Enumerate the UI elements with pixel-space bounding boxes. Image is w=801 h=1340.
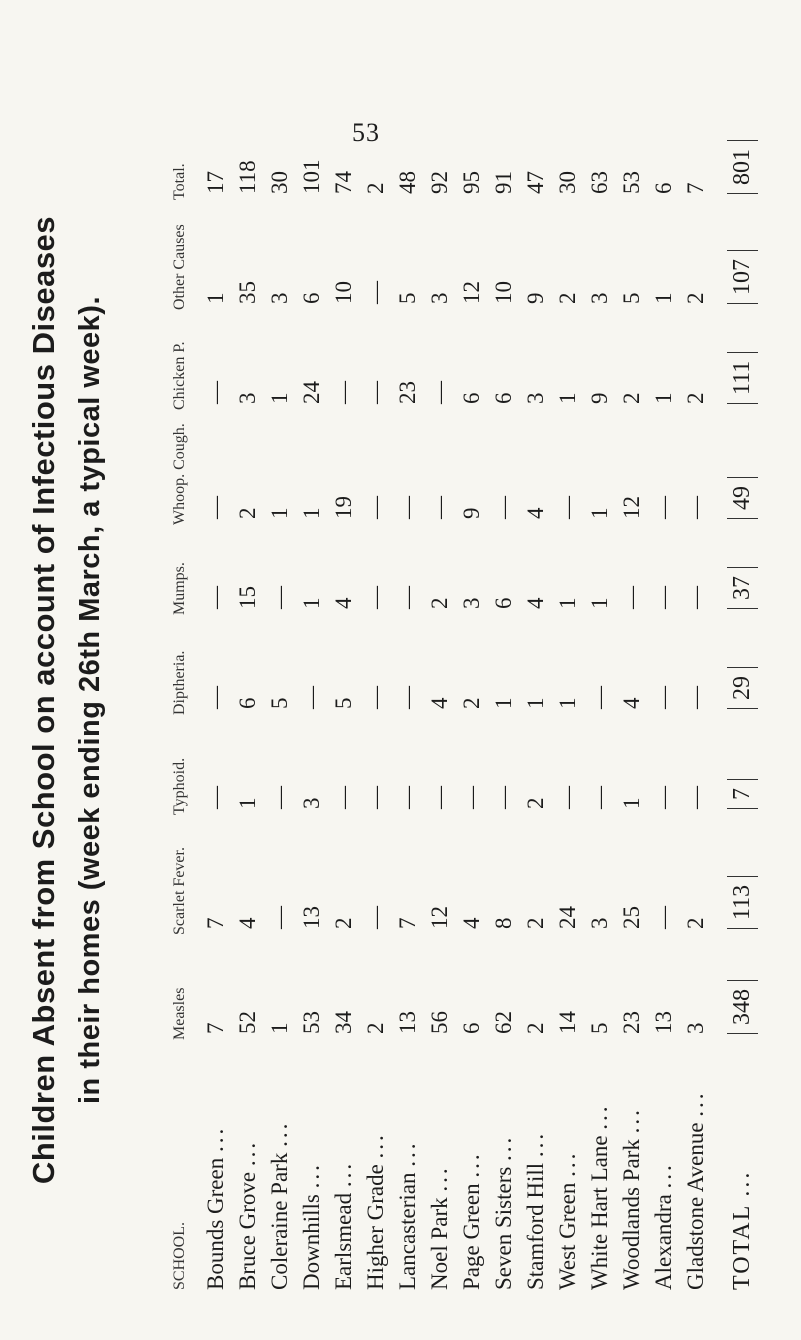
total-cell: 74 (331, 171, 356, 194)
leader-dots: ... (683, 1090, 708, 1117)
whooping-cough-cell: 4 (523, 507, 548, 519)
table-row (328, 110, 360, 1290)
whooping-cough-cell: — (395, 496, 420, 519)
scarlet-fever-cell: 8 (491, 917, 516, 929)
scarlet-fever-cell: — (651, 906, 676, 929)
title-line-2: in their homes (week ending 26th March, a typical week). (74, 296, 106, 1104)
mumps-cell: — (651, 586, 676, 609)
other-causes-cell: 10 (331, 281, 356, 304)
total-whooping-cough-cell (712, 410, 772, 525)
page-title (20, 110, 140, 1290)
total-cell: 48 (395, 171, 420, 194)
school-name: Bruce Grove (235, 1171, 260, 1290)
table-row (488, 110, 520, 1290)
measles-cell: 1 (267, 1022, 292, 1034)
total-measles-cell (712, 935, 772, 1040)
school-name-cell (616, 1040, 648, 1290)
total-label-cell (712, 1040, 772, 1290)
other-causes-cell: 9 (523, 292, 548, 304)
scarlet-fever-cell: 4 (235, 917, 260, 929)
school-name-cell (328, 1040, 360, 1290)
total-cell: 17 (203, 171, 228, 194)
table-row (392, 110, 424, 1290)
leader-dots: ... (363, 1132, 388, 1159)
chicken-pox-cell: 6 (491, 392, 516, 404)
mumps-cell: 1 (299, 597, 324, 609)
table-row (360, 110, 392, 1290)
typhoid-cell: — (395, 786, 420, 809)
leader-dots: ... (235, 1139, 260, 1167)
leader-dots: ... (459, 1151, 484, 1178)
table-row (424, 110, 456, 1290)
mumps-cell: — (683, 586, 708, 609)
typhoid-cell: 3 (299, 797, 324, 809)
other-causes-cell: 1 (651, 292, 676, 304)
other-causes-cell: 3 (267, 292, 292, 304)
school-name: Woodlands Park (619, 1139, 644, 1290)
total-label: TOTAL (728, 1204, 755, 1290)
typhoid-cell: — (427, 786, 452, 809)
school-name-cell (392, 1040, 424, 1290)
school-name: Gladstone Avenue (683, 1122, 708, 1290)
typhoid-cell: — (459, 786, 484, 809)
mumps-cell: 4 (331, 597, 356, 609)
school-name: Noel Park (427, 1197, 452, 1290)
mumps-cell: — (267, 586, 292, 609)
chicken-pox-cell: 23 (395, 381, 420, 404)
typhoid-cell: — (651, 786, 676, 809)
scarlet-fever-cell: 2 (331, 917, 356, 929)
school-name-cell (424, 1040, 456, 1290)
typhoid-cell: — (491, 786, 516, 809)
leader-dots: ... (555, 1150, 580, 1177)
whooping-cough-cell: — (363, 496, 388, 519)
diptheria-cell: — (683, 686, 708, 709)
mumps-cell: — (203, 586, 228, 609)
school-name-cell (680, 1040, 712, 1290)
measles-cell: 13 (395, 1011, 420, 1034)
scarlet-fever-cell: 2 (523, 917, 548, 929)
total-row (712, 110, 772, 1290)
leader-dots: ... (395, 1140, 420, 1167)
whooping-cough-cell: — (683, 496, 708, 519)
scarlet-fever-cell: 13 (299, 906, 324, 929)
mumps-cell: 3 (459, 597, 484, 609)
scarlet-fever-cell: — (363, 906, 388, 929)
whooping-cough-cell: 1 (267, 507, 292, 519)
typhoid-cell: — (363, 786, 388, 809)
diptheria-cell: — (203, 686, 228, 709)
total-whooping-cough-value: 49 (727, 477, 758, 519)
whooping-cough-cell: 1 (299, 507, 324, 519)
diptheria-cell: 5 (331, 697, 356, 709)
diptheria-cell: 6 (235, 697, 260, 709)
column-header-typhoid: Typhoid. (171, 757, 188, 815)
scarlet-fever-cell: 12 (427, 906, 452, 929)
diptheria-cell: 1 (555, 697, 580, 709)
chicken-pox-cell: 24 (299, 381, 324, 404)
chicken-pox-cell: 2 (683, 392, 708, 404)
table-row (648, 110, 680, 1290)
other-causes-cell: 2 (683, 292, 708, 304)
measles-cell: 62 (491, 1011, 516, 1034)
mumps-cell: 2 (427, 597, 452, 609)
column-header-whooping-cough: Whoop. Cough. (171, 423, 188, 525)
diptheria-cell: 1 (491, 697, 516, 709)
measles-cell: 23 (619, 1011, 644, 1034)
school-name-cell (360, 1040, 392, 1290)
total-cell: 6 (651, 182, 676, 194)
school-name: Lancasterian (395, 1172, 420, 1290)
school-name: Bounds Green (203, 1157, 228, 1290)
rotated-page-content (20, 110, 760, 1290)
measles-cell: 6 (459, 1022, 484, 1034)
total-chicken-pox-cell (712, 310, 772, 410)
school-name-cell (552, 1040, 584, 1290)
total-cell: 95 (459, 171, 484, 194)
school-name-cell (648, 1040, 680, 1290)
whooping-cough-cell: — (203, 496, 228, 519)
column-header-other-causes: Other Causes (171, 224, 188, 310)
leader-dots: ... (203, 1125, 228, 1153)
scarlet-fever-cell: — (267, 906, 292, 929)
total-mumps-cell (712, 525, 772, 615)
mumps-cell: 1 (587, 597, 612, 609)
chicken-pox-cell: — (427, 381, 452, 404)
mumps-cell: 1 (555, 597, 580, 609)
school-name: Seven Sisters (491, 1166, 516, 1290)
measles-cell: 13 (651, 1011, 676, 1034)
whooping-cough-cell: — (651, 496, 676, 519)
typhoid-cell: — (683, 786, 708, 809)
mumps-cell: — (619, 586, 644, 609)
scarlet-fever-cell: 7 (203, 917, 228, 929)
other-causes-cell: 35 (235, 281, 260, 304)
measles-cell: 56 (427, 1011, 452, 1034)
scarlet-fever-cell: 3 (587, 917, 612, 929)
total-cell: 101 (299, 159, 324, 194)
mumps-cell: 6 (491, 597, 516, 609)
total-typhoid-cell (712, 715, 772, 815)
total-cell: 2 (363, 182, 388, 194)
leader-dots: ... (491, 1134, 516, 1161)
chicken-pox-cell: 1 (555, 392, 580, 404)
table-row (680, 110, 712, 1290)
diptheria-cell: — (395, 686, 420, 709)
school-name: Earlsmead (331, 1192, 356, 1290)
diptheria-cell: — (651, 686, 676, 709)
chicken-pox-cell: 3 (523, 392, 548, 404)
absence-table (160, 110, 772, 1290)
school-name: Higher Grade (363, 1164, 388, 1290)
measles-cell: 53 (299, 1011, 324, 1034)
table-row (520, 110, 552, 1290)
leader-dots: ... (728, 1169, 755, 1197)
other-causes-cell: 2 (555, 292, 580, 304)
other-causes-cell: 1 (203, 292, 228, 304)
total-diptheria-cell (712, 615, 772, 715)
total-cell: 53 (619, 171, 644, 194)
measles-cell: 5 (587, 1022, 612, 1034)
whooping-cough-cell: — (491, 496, 516, 519)
diptheria-cell: 4 (619, 697, 644, 709)
table-row (296, 110, 328, 1290)
table-row (264, 110, 296, 1290)
total-diptheria-value: 29 (727, 667, 758, 709)
typhoid-cell: 2 (523, 797, 548, 809)
grand-total-cell (712, 110, 772, 200)
measles-cell: 7 (203, 1022, 228, 1034)
whooping-cough-cell: 2 (235, 507, 260, 519)
total-cell: 91 (491, 171, 516, 194)
total-mumps-value: 37 (727, 567, 758, 609)
leader-dots: ... (523, 1130, 548, 1158)
leader-dots: ... (587, 1103, 612, 1130)
measles-cell: 3 (683, 1022, 708, 1034)
school-name-cell (200, 1040, 232, 1290)
typhoid-cell: 1 (235, 797, 260, 809)
scarlet-fever-cell: 7 (395, 917, 420, 929)
school-name-cell (232, 1040, 264, 1290)
other-causes-cell: — (363, 281, 388, 304)
other-causes-cell: 3 (427, 292, 452, 304)
school-name-cell (296, 1040, 328, 1290)
school-name-cell (520, 1040, 552, 1290)
mumps-cell: 4 (523, 597, 548, 609)
school-name: White Hart Lane (587, 1135, 612, 1290)
column-header-total: Total. (171, 163, 188, 200)
leader-dots: ... (619, 1107, 644, 1134)
school-name: Page Green (459, 1183, 484, 1290)
chicken-pox-cell: 1 (651, 392, 676, 404)
diptheria-cell: 2 (459, 697, 484, 709)
whooping-cough-cell: 9 (459, 507, 484, 519)
chicken-pox-cell: 6 (459, 392, 484, 404)
whooping-cough-cell: — (427, 496, 452, 519)
school-name: West Green (555, 1182, 580, 1290)
table-header-row (160, 110, 200, 1290)
table-row (616, 110, 648, 1290)
whooping-cough-cell: 1 (587, 507, 612, 519)
total-cell: 92 (427, 171, 452, 194)
school-name: Coleraine Park (267, 1152, 292, 1290)
chicken-pox-cell: 9 (587, 392, 612, 404)
leader-dots: ... (331, 1160, 356, 1188)
typhoid-cell: — (555, 786, 580, 809)
scarlet-fever-cell: 2 (683, 917, 708, 929)
table-row (552, 110, 584, 1290)
whooping-cough-cell: 12 (619, 496, 644, 519)
school-name-cell (488, 1040, 520, 1290)
other-causes-cell: 5 (395, 292, 420, 304)
title-line-1: Children Absent from School on account of Infectious Diseases (26, 215, 61, 1185)
grand-total-value: 801 (727, 140, 758, 194)
typhoid-cell: — (587, 786, 612, 809)
total-cell: 118 (235, 160, 260, 194)
chicken-pox-cell: — (363, 381, 388, 404)
scarlet-fever-cell: 25 (619, 906, 644, 929)
column-header-mumps: Mumps. (171, 562, 188, 615)
measles-cell: 14 (555, 1011, 580, 1034)
diptheria-cell: — (363, 686, 388, 709)
total-scarlet-fever-value: 113 (727, 876, 758, 929)
total-other-causes-value: 107 (727, 250, 758, 304)
leader-dots: ... (427, 1165, 452, 1192)
school-name: Alexandra (651, 1194, 676, 1290)
diptheria-cell: 1 (523, 697, 548, 709)
measles-cell: 34 (331, 1011, 356, 1034)
diptheria-cell: 5 (267, 697, 292, 709)
total-cell: 7 (683, 182, 708, 194)
column-header-chicken-pox: Chicken P. (171, 341, 188, 410)
whooping-cough-cell: 19 (331, 496, 356, 519)
chicken-pox-cell: 2 (619, 392, 644, 404)
chicken-pox-cell: — (203, 381, 228, 404)
page-number: 53 (352, 118, 380, 147)
school-name-cell (584, 1040, 616, 1290)
typhoid-cell: 1 (619, 797, 644, 809)
chicken-pox-cell: — (331, 381, 356, 404)
mumps-cell: 15 (235, 586, 260, 609)
diptheria-cell: — (299, 686, 324, 709)
typhoid-cell: — (267, 786, 292, 809)
other-causes-cell: 6 (299, 292, 324, 304)
other-causes-cell: 3 (587, 292, 612, 304)
total-cell: 63 (587, 171, 612, 194)
scarlet-fever-cell: 24 (555, 906, 580, 929)
total-measles-value: 348 (727, 980, 758, 1034)
school-name: Downhills (299, 1194, 324, 1290)
typhoid-cell: — (203, 786, 228, 809)
leader-dots: ... (267, 1120, 292, 1147)
total-typhoid-value: 7 (727, 779, 758, 809)
chicken-pox-cell: 3 (235, 392, 260, 404)
column-header-school: SCHOOL. (171, 1221, 188, 1290)
leader-dots: ... (299, 1162, 324, 1189)
other-causes-cell: 5 (619, 292, 644, 304)
diptheria-cell: — (587, 686, 612, 709)
school-name-cell (456, 1040, 488, 1290)
mumps-cell: — (395, 586, 420, 609)
school-name: Stamford Hill (523, 1162, 548, 1290)
total-cell: 30 (267, 171, 292, 194)
column-header-diptheria: Diptheria. (171, 650, 188, 715)
total-other-causes-cell (712, 200, 772, 310)
table-row (232, 110, 264, 1290)
leader-dots: ... (651, 1162, 676, 1189)
measles-cell: 2 (523, 1022, 548, 1034)
total-scarlet-fever-cell (712, 815, 772, 935)
typhoid-cell: — (331, 786, 356, 809)
diptheria-cell: 4 (427, 697, 452, 709)
chicken-pox-cell: 1 (267, 392, 292, 404)
table-row (584, 110, 616, 1290)
column-header-measles: Measles (171, 987, 188, 1040)
total-cell: 30 (555, 171, 580, 194)
whooping-cough-cell: — (555, 496, 580, 519)
table-row (456, 110, 488, 1290)
column-header-scarlet-fever: Scarlet Fever. (171, 847, 188, 935)
measles-cell: 2 (363, 1022, 388, 1034)
scarlet-fever-cell: 4 (459, 917, 484, 929)
school-name-cell (264, 1040, 296, 1290)
total-chicken-pox-value: 111 (727, 352, 758, 404)
total-cell: 47 (523, 171, 548, 194)
mumps-cell: — (363, 586, 388, 609)
other-causes-cell: 10 (491, 281, 516, 304)
measles-cell: 52 (235, 1011, 260, 1034)
other-causes-cell: 12 (459, 281, 484, 304)
table-row (200, 110, 232, 1290)
